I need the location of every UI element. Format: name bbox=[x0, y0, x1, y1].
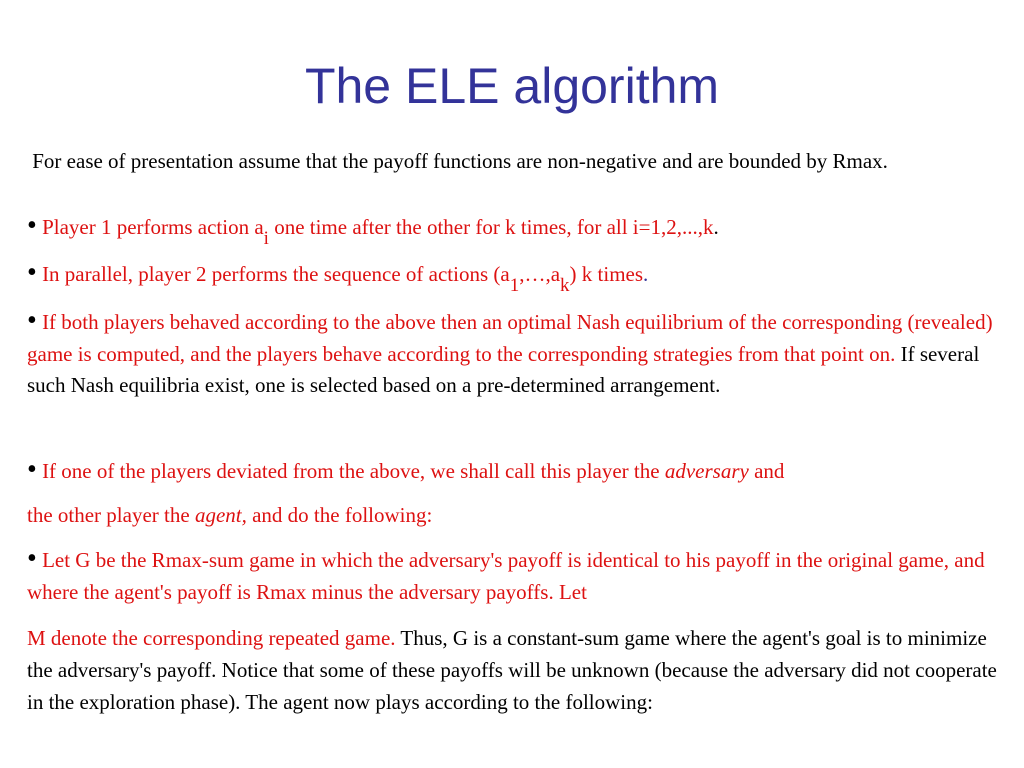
bullet5-text: Let G be the Rmax-sum game in which the adversary's payoff is identical to his payoff in the original game, and where the agent's payoff is Rmax minus the adversary payoffs. Let bbox=[27, 548, 985, 604]
intro-text bbox=[27, 146, 997, 176]
bullet5-text-cont: M denote the corresponding repeated game. bbox=[27, 626, 396, 650]
bullet4-and: and bbox=[748, 459, 785, 483]
term-adversary: adversary bbox=[664, 459, 749, 483]
bullet5-text-black: Thus, G is a constant-sum game where the agent's goal is to minimize the adversary's payoff. Notice that some of these payoffs will be unknown (because the adversary did not cooperate in the exploration phase). The agent now plays according to the following: bbox=[27, 626, 997, 714]
bullet3-text-black: If several such Nash equilibria exist, one is selected based on a pre-determined arrangement. bbox=[27, 341, 980, 397]
bullet3-text: If both players behaved according to the above then an optimal Nash equilibrium of the corresponding (revealed) game is computed, and the players behave according to the corresponding strategies from that point on. bbox=[27, 310, 993, 366]
bullet-marker: • bbox=[27, 305, 37, 336]
bullet-marker: • bbox=[27, 543, 37, 574]
bullet-item-5 bbox=[27, 544, 1012, 608]
subscript-1: 1 bbox=[509, 275, 520, 296]
bullet-item-2 bbox=[27, 257, 1012, 296]
bullet-marker: • bbox=[27, 210, 37, 241]
bullet1-text: Player 1 performs action a bbox=[42, 215, 264, 239]
bullet4-text-end: and do the following: bbox=[246, 503, 433, 527]
bullet2-text-end: ) k times bbox=[569, 262, 644, 286]
bullet4-text-cont: the other player the bbox=[27, 503, 195, 527]
bullet4-text: If one of the players deviated from the above, we shall call this player the bbox=[42, 459, 665, 483]
bullet1-period: . bbox=[713, 215, 719, 239]
bullet5-continuation bbox=[27, 622, 1012, 718]
bullet-item-4 bbox=[27, 449, 1012, 537]
intro-sentence: For ease of presentation assume that the payoff functions are non-negative and are bounded by Rmax. bbox=[32, 149, 888, 173]
bullet2-period: . bbox=[643, 262, 649, 286]
bullet2-text-cont: ,…,a bbox=[519, 262, 561, 286]
term-agent: agent, bbox=[194, 503, 247, 527]
bullet-item-1 bbox=[27, 210, 1012, 249]
slide-title: The ELE algorithm bbox=[304, 58, 720, 114]
subscript-k: k bbox=[560, 275, 570, 296]
subscript-i: i bbox=[263, 228, 269, 249]
bullet-marker: • bbox=[27, 454, 37, 485]
bullet-item-3 bbox=[27, 307, 1012, 402]
bullet-marker: • bbox=[27, 257, 37, 288]
bullet1-text-cont: one time after the other for k times, for all i=1,2,...,k bbox=[268, 215, 714, 239]
bullet2-text: In parallel, player 2 performs the sequence of actions (a bbox=[42, 262, 510, 286]
